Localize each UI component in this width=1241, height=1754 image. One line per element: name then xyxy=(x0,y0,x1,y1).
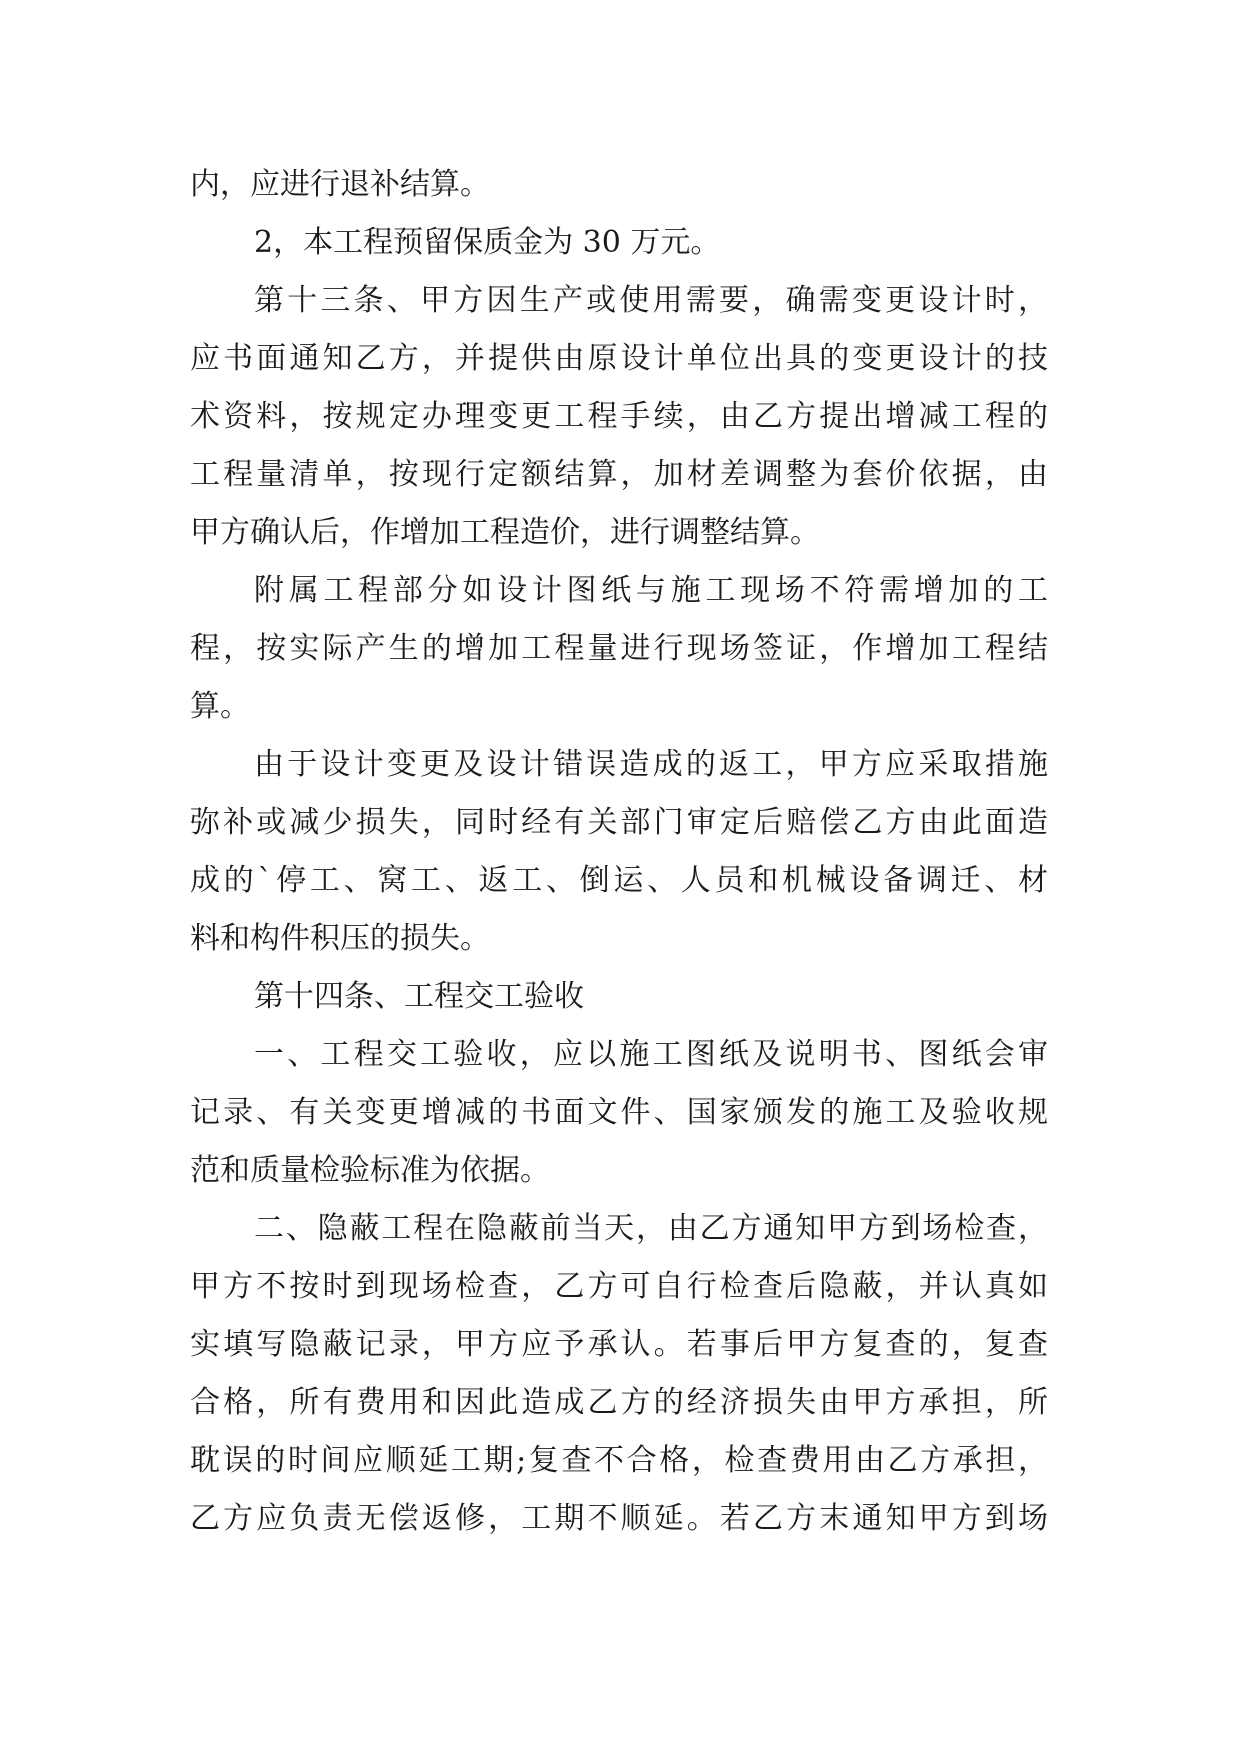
text-line-2: 2，本工程预留保质金为 30 万元。 xyxy=(254,225,721,260)
text-line-7: 甲方确认后，作增加工程造价，进行调整结算。 xyxy=(190,515,820,550)
text-line-9: 程，按实际产生的增加工程量进行现场签证，作增加工程结 xyxy=(190,631,1048,666)
text-line-18: 范和质量检验标准为依据。 xyxy=(190,1153,550,1188)
text-line-22: 合格，所有费用和因此造成乙方的经济损失由甲方承担，所 xyxy=(190,1385,1048,1420)
text-line-11: 由于设计变更及设计错误造成的返工，甲方应采取措施 xyxy=(254,747,1048,782)
text-line-5: 术资料，按规定办理变更工程手续，由乙方提出增减工程的 xyxy=(190,399,1048,434)
text-line-12: 弥补或减少损失，同时经有关部门审定后赔偿乙方由此面造 xyxy=(190,805,1048,840)
section-heading: 第十四条、工程交工验收 xyxy=(254,979,584,1014)
text-line-8: 附属工程部分如设计图纸与施工现场不符需增加的工 xyxy=(254,573,1048,608)
text-line-20: 甲方不按时到现场检查，乙方可自行检查后隐蔽，并认真如 xyxy=(190,1269,1048,1304)
text-line-23: 耽误的时间应顺延工期;复查不合格，检查费用由乙方承担， xyxy=(190,1443,1048,1478)
text-line-24: 乙方应负责无偿返修，工期不顺延。若乙方末通知甲方到场 xyxy=(190,1501,1048,1536)
text-line-1: 内，应进行退补结算。 xyxy=(190,167,490,202)
text-line-14: 料和构件积压的损失。 xyxy=(190,921,490,956)
text-line-16: 一、工程交工验收，应以施工图纸及说明书、图纸会审 xyxy=(254,1037,1048,1072)
text-line-17: 记录、有关变更增减的书面文件、国家颁发的施工及验收规 xyxy=(190,1095,1048,1130)
text-line-6: 工程量清单，按现行定额结算，加材差调整为套价依据，由 xyxy=(190,457,1048,492)
text-line-3: 第十三条、甲方因生产或使用需要，确需变更设计时， xyxy=(254,283,1048,318)
text-line-13: 成的`停工、窝工、返工、倒运、人员和机械设备调迁、材 xyxy=(190,863,1048,898)
text-line-10: 算。 xyxy=(190,689,250,724)
text-line-21: 实填写隐蔽记录，甲方应予承认。若事后甲方复查的，复查 xyxy=(190,1327,1048,1362)
text-line-4: 应书面通知乙方，并提供由原设计单位出具的变更设计的技 xyxy=(190,341,1048,376)
text-line-19: 二、隐蔽工程在隐蔽前当天，由乙方通知甲方到场检查， xyxy=(254,1211,1048,1246)
